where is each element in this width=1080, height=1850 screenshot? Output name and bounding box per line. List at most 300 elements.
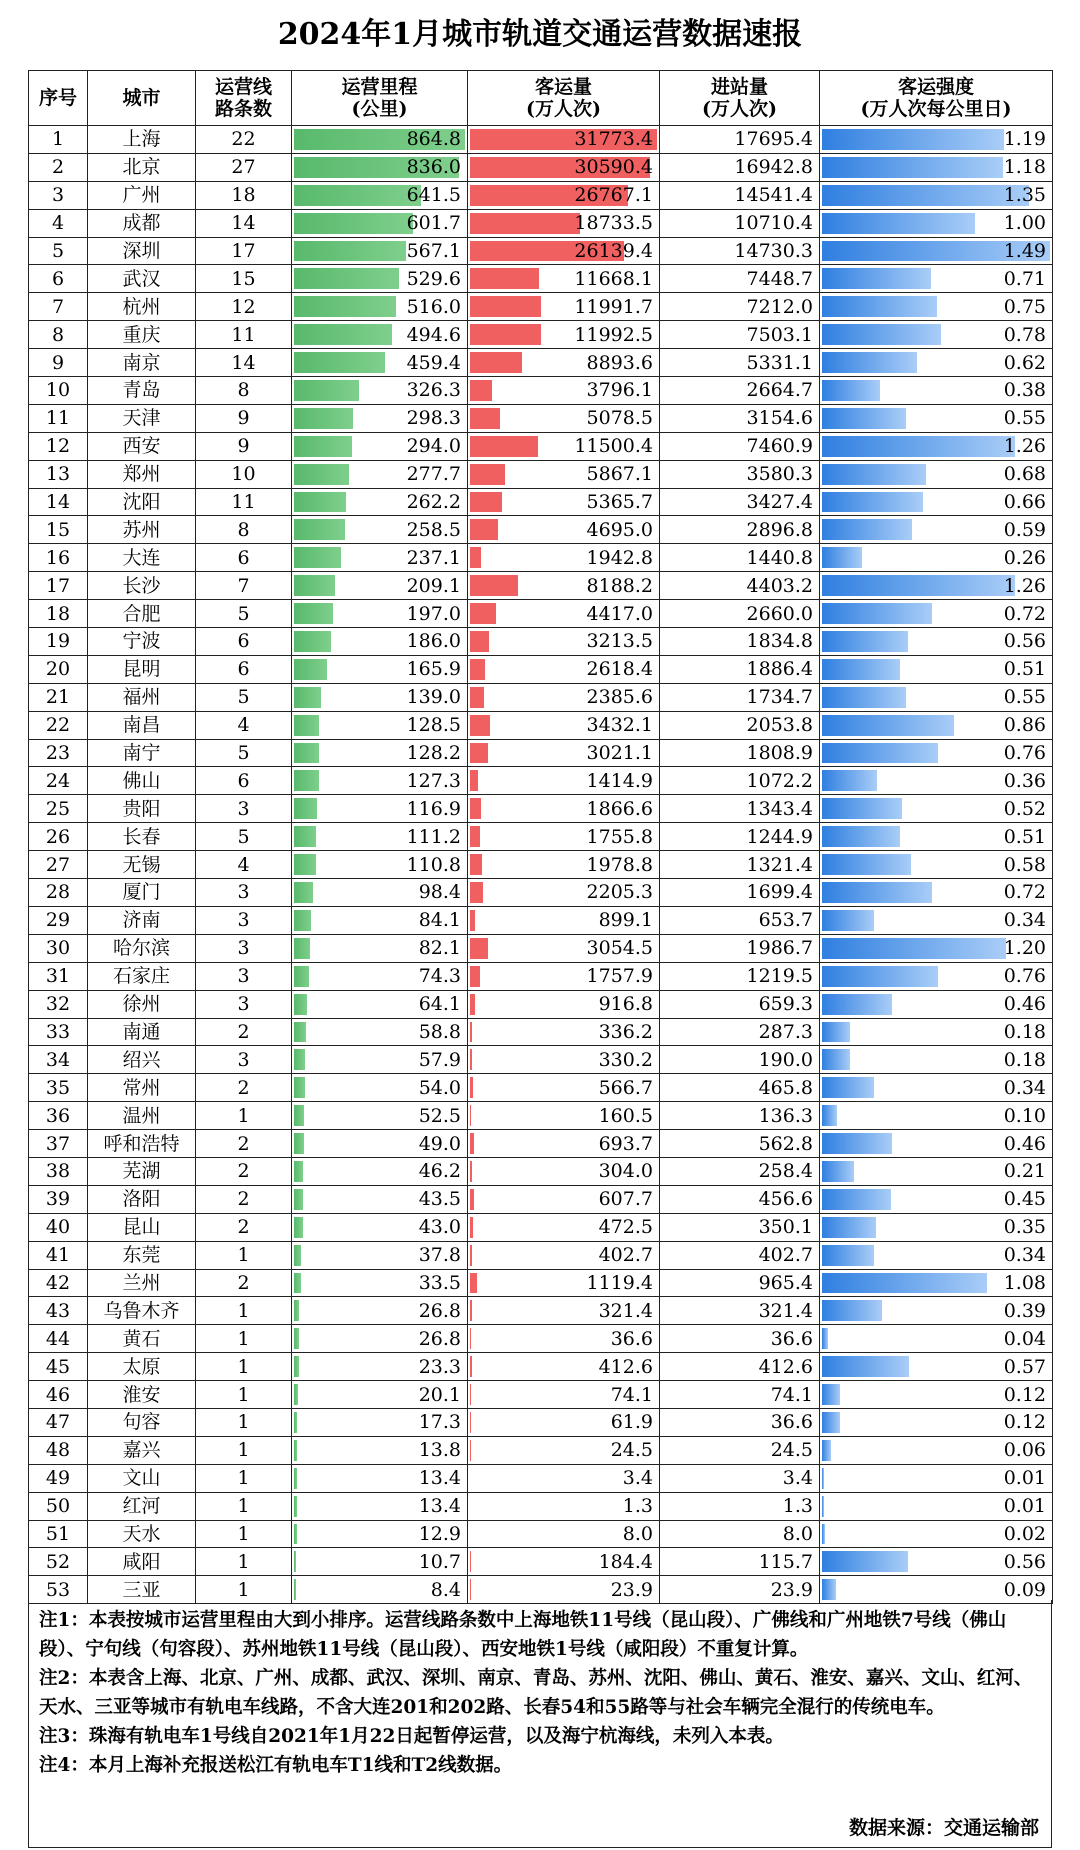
lines-cell: 14 [196,209,292,237]
ridership-cell [468,1381,660,1409]
table-row [29,265,1053,293]
ridership-cell [468,990,660,1018]
city-cell: 长春 [88,823,196,851]
city-cell: 温州 [88,1102,196,1130]
mileage-cell [292,1520,468,1548]
table-row [29,600,1053,628]
table-row [29,377,1053,405]
ridership-cell [468,1436,660,1464]
lines-cell: 1 [196,1436,292,1464]
city-cell: 昆明 [88,655,196,683]
mileage-cell [292,962,468,990]
city-cell: 嘉兴 [88,1436,196,1464]
table-row [29,934,1053,962]
intensity-value: 0.46 [1003,1132,1046,1155]
city-cell: 重庆 [88,321,196,349]
ridership-cell [468,879,660,907]
mileage-cell [292,153,468,181]
mileage-cell [292,823,468,851]
intensity-value: 0.45 [1003,1188,1046,1211]
ridership-cell [468,1297,660,1325]
entries-cell: 1.3 [660,1492,820,1520]
intensity-value: 0.76 [1003,965,1046,988]
city-cell: 绍兴 [88,1046,196,1074]
city-cell: 东莞 [88,1241,196,1269]
city-cell: 乌鲁木齐 [88,1297,196,1325]
city-cell: 长沙 [88,572,196,600]
header-mileage: 运营里程 (公里) [292,71,468,126]
city-cell: 太原 [88,1353,196,1381]
lines-cell: 3 [196,990,292,1018]
table-row [29,655,1053,683]
mileage-value: 186.0 [406,630,461,653]
ridership-value: 899.1 [598,909,653,932]
table-row [29,1353,1053,1381]
ridership-cell [468,265,660,293]
lines-cell: 1 [196,1520,292,1548]
seq-cell: 23 [29,739,88,767]
mileage-value: 84.1 [418,909,461,932]
table-row [29,544,1053,572]
seq-cell: 17 [29,572,88,600]
ridership-value: 11500.4 [574,435,653,458]
table-row [29,432,1053,460]
ridership-cell [468,1520,660,1548]
mileage-value: 98.4 [418,881,461,904]
seq-cell: 30 [29,934,88,962]
ridership-cell [468,516,660,544]
entries-cell: 8.0 [660,1520,820,1548]
ridership-value: 472.5 [598,1216,653,1239]
table-body [29,126,1053,1604]
lines-cell: 11 [196,488,292,516]
intensity-cell [820,934,1053,962]
ridership-cell [468,711,660,739]
city-cell: 三亚 [88,1576,196,1604]
city-cell: 沈阳 [88,488,196,516]
mileage-cell [292,879,468,907]
ridership-cell [468,1130,660,1158]
intensity-value: 0.57 [1003,1355,1046,1378]
city-cell: 红河 [88,1492,196,1520]
mileage-cell [292,795,468,823]
seq-cell: 51 [29,1520,88,1548]
ridership-value: 1.3 [622,1495,653,1518]
city-cell: 文山 [88,1464,196,1492]
table-row [29,1464,1053,1492]
table-row [29,711,1053,739]
mileage-value: 52.5 [418,1104,461,1127]
entries-cell: 2053.8 [660,711,820,739]
intensity-value: 0.01 [1003,1495,1046,1518]
table-row [29,1241,1053,1269]
city-cell: 天津 [88,404,196,432]
mileage-cell [292,655,468,683]
table-row [29,1018,1053,1046]
seq-cell: 39 [29,1185,88,1213]
entries-cell: 653.7 [660,906,820,934]
lines-cell: 1 [196,1408,292,1436]
intensity-cell [820,1464,1053,1492]
mileage-cell [292,1130,468,1158]
seq-cell: 34 [29,1046,88,1074]
intensity-value: 0.18 [1003,1020,1046,1043]
city-cell: 福州 [88,683,196,711]
intensity-value: 0.12 [1003,1383,1046,1406]
mileage-cell [292,683,468,711]
table-row [29,906,1053,934]
lines-cell: 3 [196,1046,292,1074]
ridership-value: 8893.6 [586,351,653,374]
intensity-cell [820,1157,1053,1185]
seq-cell: 15 [29,516,88,544]
intensity-cell [820,767,1053,795]
entries-cell: 136.3 [660,1102,820,1130]
mileage-cell [292,1576,468,1604]
intensity-cell [820,655,1053,683]
intensity-value: 0.51 [1003,658,1046,681]
city-cell: 苏州 [88,516,196,544]
table-row [29,404,1053,432]
seq-cell: 40 [29,1213,88,1241]
mileage-value: 459.4 [406,351,461,374]
intensity-cell [820,1436,1053,1464]
intensity-value: 1.18 [1003,156,1046,179]
intensity-cell [820,126,1053,154]
seq-cell: 4 [29,209,88,237]
ridership-value: 321.4 [598,1299,653,1322]
city-cell: 常州 [88,1074,196,1102]
table-row [29,1046,1053,1074]
intensity-cell [820,683,1053,711]
city-cell: 兰州 [88,1269,196,1297]
city-cell: 南昌 [88,711,196,739]
entries-cell: 7212.0 [660,293,820,321]
table-row [29,572,1053,600]
mileage-value: 567.1 [406,240,461,262]
seq-cell: 38 [29,1157,88,1185]
mileage-cell [292,1157,468,1185]
table-row [29,460,1053,488]
city-cell: 黄石 [88,1325,196,1353]
ridership-cell [468,823,660,851]
lines-cell: 15 [196,265,292,293]
intensity-value: 1.49 [1003,240,1046,262]
lines-cell: 2 [196,1018,292,1046]
intensity-cell [820,349,1053,377]
lines-cell: 12 [196,293,292,321]
note-4: 注4：本月上海补充报送松江有轨电车T1线和T2线数据。 [39,1755,513,1776]
entries-cell: 14541.4 [660,181,820,209]
ridership-value: 8188.2 [586,574,653,597]
intensity-value: 1.26 [1003,574,1046,597]
lines-cell: 18 [196,181,292,209]
table-row [29,1492,1053,1520]
mileage-cell [292,265,468,293]
ridership-cell [468,209,660,237]
table-row [29,237,1053,265]
intensity-value: 0.52 [1003,797,1046,820]
intensity-cell [820,432,1053,460]
mileage-value: 33.5 [418,1271,461,1294]
table-row [29,488,1053,516]
city-cell: 北京 [88,153,196,181]
seq-cell: 14 [29,488,88,516]
city-cell: 郑州 [88,460,196,488]
mileage-value: 209.1 [406,574,461,597]
mileage-value: 111.2 [406,825,461,848]
mileage-value: 74.3 [418,965,461,988]
seq-cell: 19 [29,628,88,656]
mileage-value: 54.0 [418,1076,461,1099]
ridership-cell [468,683,660,711]
intensity-cell [820,1353,1053,1381]
intensity-cell [820,1520,1053,1548]
lines-cell: 7 [196,572,292,600]
table-row [29,1130,1053,1158]
ridership-value: 74.1 [610,1383,653,1406]
ridership-value: 30590.4 [574,156,653,179]
city-cell: 南宁 [88,739,196,767]
table-row [29,1102,1053,1130]
city-cell: 昆山 [88,1213,196,1241]
intensity-cell [820,962,1053,990]
mileage-value: 165.9 [406,658,461,681]
intensity-cell [820,795,1053,823]
ridership-cell [468,460,660,488]
entries-cell: 3154.6 [660,404,820,432]
intensity-cell [820,1576,1053,1604]
intensity-value: 1.20 [1003,937,1046,960]
ridership-cell [468,126,660,154]
mileage-value: 8.4 [430,1578,461,1601]
mileage-value: 237.1 [406,546,461,569]
ridership-value: 26139.4 [574,240,653,262]
entries-cell: 36.6 [660,1408,820,1436]
mileage-value: 641.5 [406,184,461,207]
mileage-cell [292,377,468,405]
intensity-value: 0.10 [1003,1104,1046,1127]
intensity-value: 0.21 [1003,1160,1046,1183]
intensity-value: 0.56 [1003,630,1046,653]
mileage-value: 26.8 [418,1299,461,1322]
ridership-cell [468,1185,660,1213]
ridership-value: 2205.3 [586,881,653,904]
intensity-cell [820,321,1053,349]
city-cell: 厦门 [88,879,196,907]
lines-cell: 3 [196,795,292,823]
entries-cell: 562.8 [660,1130,820,1158]
mileage-cell [292,1548,468,1576]
intensity-cell [820,1297,1053,1325]
table-row [29,767,1053,795]
ridership-cell [468,1018,660,1046]
table-row [29,1520,1053,1548]
city-cell: 芜湖 [88,1157,196,1185]
note-1: 注1：本表按城市运营里程由大到小排序。运营线路条数中上海地铁11号线（昆山段）、广佛线和广州地铁7号线（佛山段）、宁句线（句容段）、苏州地铁11号线（昆山段）、西安地铁1号线（咸阳段）不重复计算。 [39,1610,1007,1660]
data-source: 数据来源：交通运输部 [848,1817,1039,1839]
city-cell: 武汉 [88,265,196,293]
intensity-value: 0.01 [1003,1467,1046,1490]
intensity-cell [820,209,1053,237]
ridership-cell [468,655,660,683]
ridership-value: 5365.7 [586,491,653,514]
mileage-value: 12.9 [418,1522,461,1545]
lines-cell: 8 [196,516,292,544]
city-cell: 广州 [88,181,196,209]
ridership-cell [468,237,660,265]
ridership-cell [468,1492,660,1520]
ridership-value: 26767.1 [574,184,653,207]
seq-cell: 31 [29,962,88,990]
intensity-cell [820,1269,1053,1297]
intensity-value: 0.12 [1003,1411,1046,1434]
ridership-cell [468,181,660,209]
seq-cell: 7 [29,293,88,321]
intensity-value: 0.72 [1003,881,1046,904]
seq-cell: 20 [29,655,88,683]
intensity-cell [820,237,1053,265]
ridership-cell [468,488,660,516]
mileage-cell [292,1046,468,1074]
ridership-cell [468,1408,660,1436]
ridership-value: 1866.6 [586,797,653,820]
mileage-cell [292,432,468,460]
lines-cell: 5 [196,739,292,767]
intensity-value: 0.55 [1003,407,1046,430]
mileage-cell [292,237,468,265]
entries-cell: 3427.4 [660,488,820,516]
intensity-value: 0.26 [1003,546,1046,569]
entries-cell: 1072.2 [660,767,820,795]
table-row [29,153,1053,181]
city-cell: 呼和浩特 [88,1130,196,1158]
entries-cell: 3.4 [660,1464,820,1492]
seq-cell: 44 [29,1325,88,1353]
ridership-cell [468,1325,660,1353]
city-cell: 咸阳 [88,1548,196,1576]
ridership-cell [468,600,660,628]
mileage-value: 23.3 [418,1355,461,1378]
table-row [29,1074,1053,1102]
city-cell: 西安 [88,432,196,460]
ridership-value: 31773.4 [574,128,653,151]
mileage-value: 82.1 [418,937,461,960]
mileage-cell [292,767,468,795]
entries-cell: 3580.3 [660,460,820,488]
ridership-value: 1978.8 [586,853,653,876]
intensity-cell [820,153,1053,181]
intensity-cell [820,823,1053,851]
intensity-value: 0.59 [1003,518,1046,541]
ridership-value: 160.5 [598,1104,653,1127]
city-cell: 徐州 [88,990,196,1018]
ridership-cell [468,321,660,349]
ridership-cell [468,1157,660,1185]
city-cell: 济南 [88,906,196,934]
header-ridership: 客运量 (万人次) [468,71,660,126]
mileage-cell [292,572,468,600]
mileage-value: 64.1 [418,993,461,1016]
city-cell: 南京 [88,349,196,377]
seq-cell: 8 [29,321,88,349]
header-entries: 进站量 (万人次) [660,71,820,126]
entries-cell: 465.8 [660,1074,820,1102]
seq-cell: 9 [29,349,88,377]
intensity-value: 0.66 [1003,491,1046,514]
lines-cell: 5 [196,683,292,711]
city-cell: 合肥 [88,600,196,628]
table-row [29,1408,1053,1436]
ridership-cell [468,1548,660,1576]
intensity-value: 0.35 [1003,1216,1046,1239]
mileage-cell [292,516,468,544]
mileage-cell [292,711,468,739]
intensity-cell [820,1325,1053,1353]
intensity-cell [820,1492,1053,1520]
table-row [29,1381,1053,1409]
seq-cell: 22 [29,711,88,739]
intensity-cell [820,1548,1053,1576]
entries-cell: 23.9 [660,1576,820,1604]
intensity-cell [820,1130,1053,1158]
intensity-value: 0.51 [1003,825,1046,848]
mileage-value: 57.9 [418,1048,461,1071]
mileage-value: 864.8 [406,128,461,151]
city-cell: 青岛 [88,377,196,405]
mileage-value: 262.2 [406,491,461,514]
intensity-cell [820,265,1053,293]
intensity-cell [820,1102,1053,1130]
mileage-cell [292,628,468,656]
table-row [29,126,1053,154]
entries-cell: 1244.9 [660,823,820,851]
mileage-value: 13.8 [418,1439,461,1462]
table-row [29,1185,1053,1213]
city-cell: 句容 [88,1408,196,1436]
mileage-cell [292,1408,468,1436]
ridership-cell [468,377,660,405]
mileage-value: 49.0 [418,1132,461,1155]
intensity-cell [820,404,1053,432]
seq-cell: 48 [29,1436,88,1464]
lines-cell: 9 [196,404,292,432]
seq-cell: 11 [29,404,88,432]
ridership-value: 4695.0 [586,518,653,541]
intensity-cell [820,851,1053,879]
intensity-value: 0.58 [1003,853,1046,876]
notes-section [28,1600,1052,1848]
seq-cell: 36 [29,1102,88,1130]
ridership-cell [468,1241,660,1269]
mileage-value: 601.7 [406,212,461,235]
mileage-value: 43.0 [418,1216,461,1239]
city-cell: 大连 [88,544,196,572]
entries-cell: 115.7 [660,1548,820,1576]
ridership-value: 5867.1 [586,463,653,486]
lines-cell: 22 [196,126,292,154]
ridership-value: 184.4 [598,1550,653,1573]
intensity-cell [820,1408,1053,1436]
lines-cell: 3 [196,879,292,907]
lines-cell: 6 [196,628,292,656]
ridership-cell [468,1102,660,1130]
ridership-cell [468,1074,660,1102]
seq-cell: 32 [29,990,88,1018]
mileage-cell [292,293,468,321]
intensity-cell [820,906,1053,934]
mileage-cell [292,1492,468,1520]
